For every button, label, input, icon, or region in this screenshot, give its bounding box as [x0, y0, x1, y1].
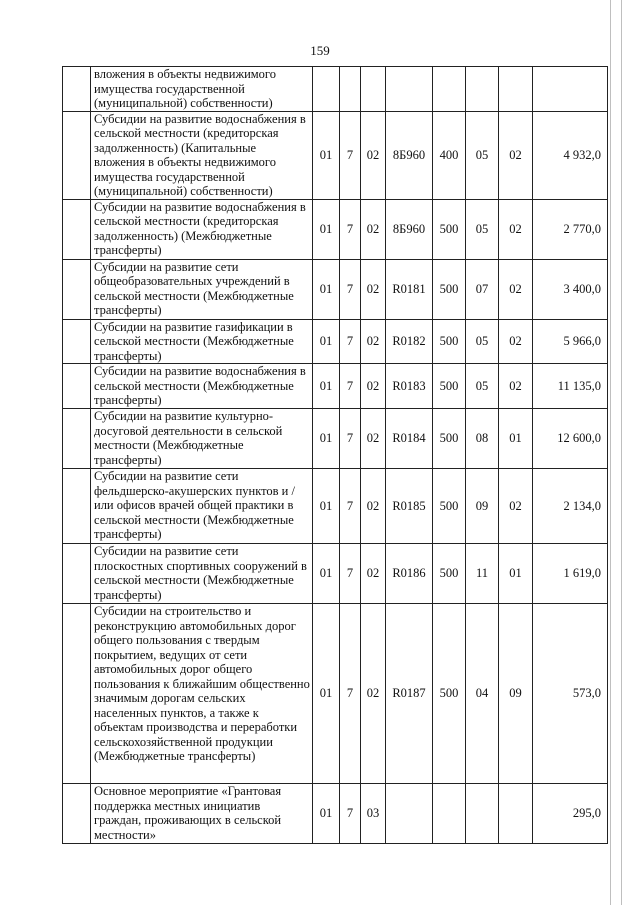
- row-expense-type: 500: [433, 469, 466, 544]
- row-subsection: [499, 784, 533, 844]
- row-code-2: 7: [340, 784, 361, 844]
- row-code-3: 02: [361, 469, 386, 544]
- row-amount: 5 966,0: [533, 319, 608, 364]
- row-expense-type: [433, 784, 466, 844]
- row-expense-type: [433, 67, 466, 112]
- row-name: Субсидии на развитие сети фельдшерско-акушерских пунктов и /или офисов врачей общей практики в сельской местности (Межбюджетные трансферты): [91, 469, 313, 544]
- row-code-2: 7: [340, 544, 361, 604]
- row-target-code: [386, 784, 433, 844]
- table-row: [63, 319, 608, 364]
- row-name: Субсидии на развитие сети плоскостных спортивных сооружений в сельской местности (Межбюджетные трансферты): [91, 544, 313, 604]
- row-code-1: 01: [313, 199, 340, 259]
- row-expense-type: 500: [433, 319, 466, 364]
- row-target-code: 8Б960: [386, 199, 433, 259]
- row-subsection: 09: [499, 604, 533, 784]
- row-amount: 295,0: [533, 784, 608, 844]
- row-subsection: [499, 67, 533, 112]
- row-name: Субсидии на развитие газификации в сельской местности (Межбюджетные трансферты): [91, 319, 313, 364]
- row-target-code: R0183: [386, 364, 433, 409]
- row-code-1: 01: [313, 259, 340, 319]
- row-amount: 2 134,0: [533, 469, 608, 544]
- row-expense-type: 500: [433, 199, 466, 259]
- row-code-1: 01: [313, 364, 340, 409]
- row-subsection: 01: [499, 409, 533, 469]
- row-code-2: 7: [340, 111, 361, 199]
- row-subsection: 02: [499, 199, 533, 259]
- row-code-1: [313, 67, 340, 112]
- row-name: Субсидии на развитие водоснабжения в сельской местности (кредиторская задолженность) (Капитальные вложения в объекты недвижимого имущества государственной (муниципальной) собственности): [91, 111, 313, 199]
- row-code-3: 03: [361, 784, 386, 844]
- row-name: Субсидии на развитие водоснабжения в сельской местности (кредиторская задолженность) (Межбюджетные трансферты): [91, 199, 313, 259]
- row-name: Основное мероприятие «Грантовая поддержка местных инициатив граждан, проживающих в сельской местности»: [91, 784, 313, 844]
- row-name: Субсидии на развитие культурно-досуговой деятельности в сельской местности (Межбюджетные трансферты): [91, 409, 313, 469]
- table-row: [63, 67, 608, 112]
- row-section: 09: [466, 469, 499, 544]
- row-blank-cell: [63, 409, 91, 469]
- row-expense-type: 500: [433, 364, 466, 409]
- row-code-1: 01: [313, 111, 340, 199]
- row-expense-type: 500: [433, 259, 466, 319]
- row-expense-type: 500: [433, 409, 466, 469]
- table-row: [63, 111, 608, 199]
- row-code-1: 01: [313, 544, 340, 604]
- row-subsection: 02: [499, 111, 533, 199]
- row-code-3: 02: [361, 364, 386, 409]
- table-row: [63, 409, 608, 469]
- row-amount: 573,0: [533, 604, 608, 784]
- row-code-3: 02: [361, 199, 386, 259]
- row-amount: 3 400,0: [533, 259, 608, 319]
- row-blank-cell: [63, 364, 91, 409]
- row-code-2: [340, 67, 361, 112]
- row-subsection: 02: [499, 364, 533, 409]
- row-expense-type: 500: [433, 544, 466, 604]
- row-code-2: 7: [340, 364, 361, 409]
- row-amount: 11 135,0: [533, 364, 608, 409]
- table-row: [63, 784, 608, 844]
- row-section: 11: [466, 544, 499, 604]
- row-target-code: R0186: [386, 544, 433, 604]
- row-section: 05: [466, 319, 499, 364]
- row-section: 05: [466, 364, 499, 409]
- row-section: 04: [466, 604, 499, 784]
- scan-edge-line: [621, 0, 622, 905]
- row-code-1: 01: [313, 784, 340, 844]
- row-code-2: 7: [340, 469, 361, 544]
- row-code-2: 7: [340, 319, 361, 364]
- row-amount: 4 932,0: [533, 111, 608, 199]
- row-expense-type: 400: [433, 111, 466, 199]
- row-target-code: [386, 67, 433, 112]
- row-target-code: R0184: [386, 409, 433, 469]
- scan-edge-line: [610, 0, 611, 905]
- row-code-1: 01: [313, 469, 340, 544]
- row-code-3: [361, 67, 386, 112]
- row-amount: [533, 67, 608, 112]
- row-code-1: 01: [313, 319, 340, 364]
- row-blank-cell: [63, 469, 91, 544]
- row-name: вложения в объекты недвижимого имущества государственной (муниципальной) собственности): [91, 67, 313, 112]
- budget-table: [62, 66, 608, 844]
- row-blank-cell: [63, 604, 91, 784]
- row-code-2: 7: [340, 199, 361, 259]
- row-target-code: R0182: [386, 319, 433, 364]
- row-amount: 2 770,0: [533, 199, 608, 259]
- row-code-1: 01: [313, 409, 340, 469]
- row-code-2: 7: [340, 259, 361, 319]
- row-section: [466, 784, 499, 844]
- row-blank-cell: [63, 784, 91, 844]
- row-target-code: 8Б960: [386, 111, 433, 199]
- row-code-3: 02: [361, 604, 386, 784]
- table-row: [63, 604, 608, 784]
- row-target-code: R0185: [386, 469, 433, 544]
- row-amount: 1 619,0: [533, 544, 608, 604]
- table-row: [63, 469, 608, 544]
- row-code-3: 02: [361, 111, 386, 199]
- row-subsection: 01: [499, 544, 533, 604]
- row-code-1: 01: [313, 604, 340, 784]
- row-blank-cell: [63, 544, 91, 604]
- row-code-3: 02: [361, 544, 386, 604]
- page-number: 159: [310, 43, 330, 58]
- row-subsection: 02: [499, 259, 533, 319]
- row-code-2: 7: [340, 409, 361, 469]
- row-code-3: 02: [361, 259, 386, 319]
- row-amount: 12 600,0: [533, 409, 608, 469]
- row-subsection: 02: [499, 319, 533, 364]
- row-code-3: 02: [361, 409, 386, 469]
- table-row: [63, 259, 608, 319]
- row-name: Субсидии на развитие сети общеобразовательных учреждений в сельской местности (Межбюджетные трансферты): [91, 259, 313, 319]
- row-blank-cell: [63, 259, 91, 319]
- table-row: [63, 199, 608, 259]
- row-section: [466, 67, 499, 112]
- row-blank-cell: [63, 67, 91, 112]
- row-blank-cell: [63, 111, 91, 199]
- row-section: 05: [466, 111, 499, 199]
- table-row: [63, 364, 608, 409]
- row-subsection: 02: [499, 469, 533, 544]
- row-section: 07: [466, 259, 499, 319]
- row-name: Субсидии на развитие водоснабжения в сельской местности (Межбюджетные трансферты): [91, 364, 313, 409]
- row-expense-type: 500: [433, 604, 466, 784]
- table-row: [63, 544, 608, 604]
- row-code-2: 7: [340, 604, 361, 784]
- row-name: Субсидии на строительство и реконструкцию автомобильных дорог общего пользования с твердым покрытием, ведущих от сети автомобильных дорог общего пользования к ближайшим общественно значимым дорогам сельских населенных пунктов, а также к объектам производства и переработки сельскохозяйственной продукции (Межбюджетные трансферты): [91, 604, 313, 784]
- row-section: 08: [466, 409, 499, 469]
- row-target-code: R0181: [386, 259, 433, 319]
- row-blank-cell: [63, 319, 91, 364]
- row-code-3: 02: [361, 319, 386, 364]
- row-blank-cell: [63, 199, 91, 259]
- row-section: 05: [466, 199, 499, 259]
- row-target-code: R0187: [386, 604, 433, 784]
